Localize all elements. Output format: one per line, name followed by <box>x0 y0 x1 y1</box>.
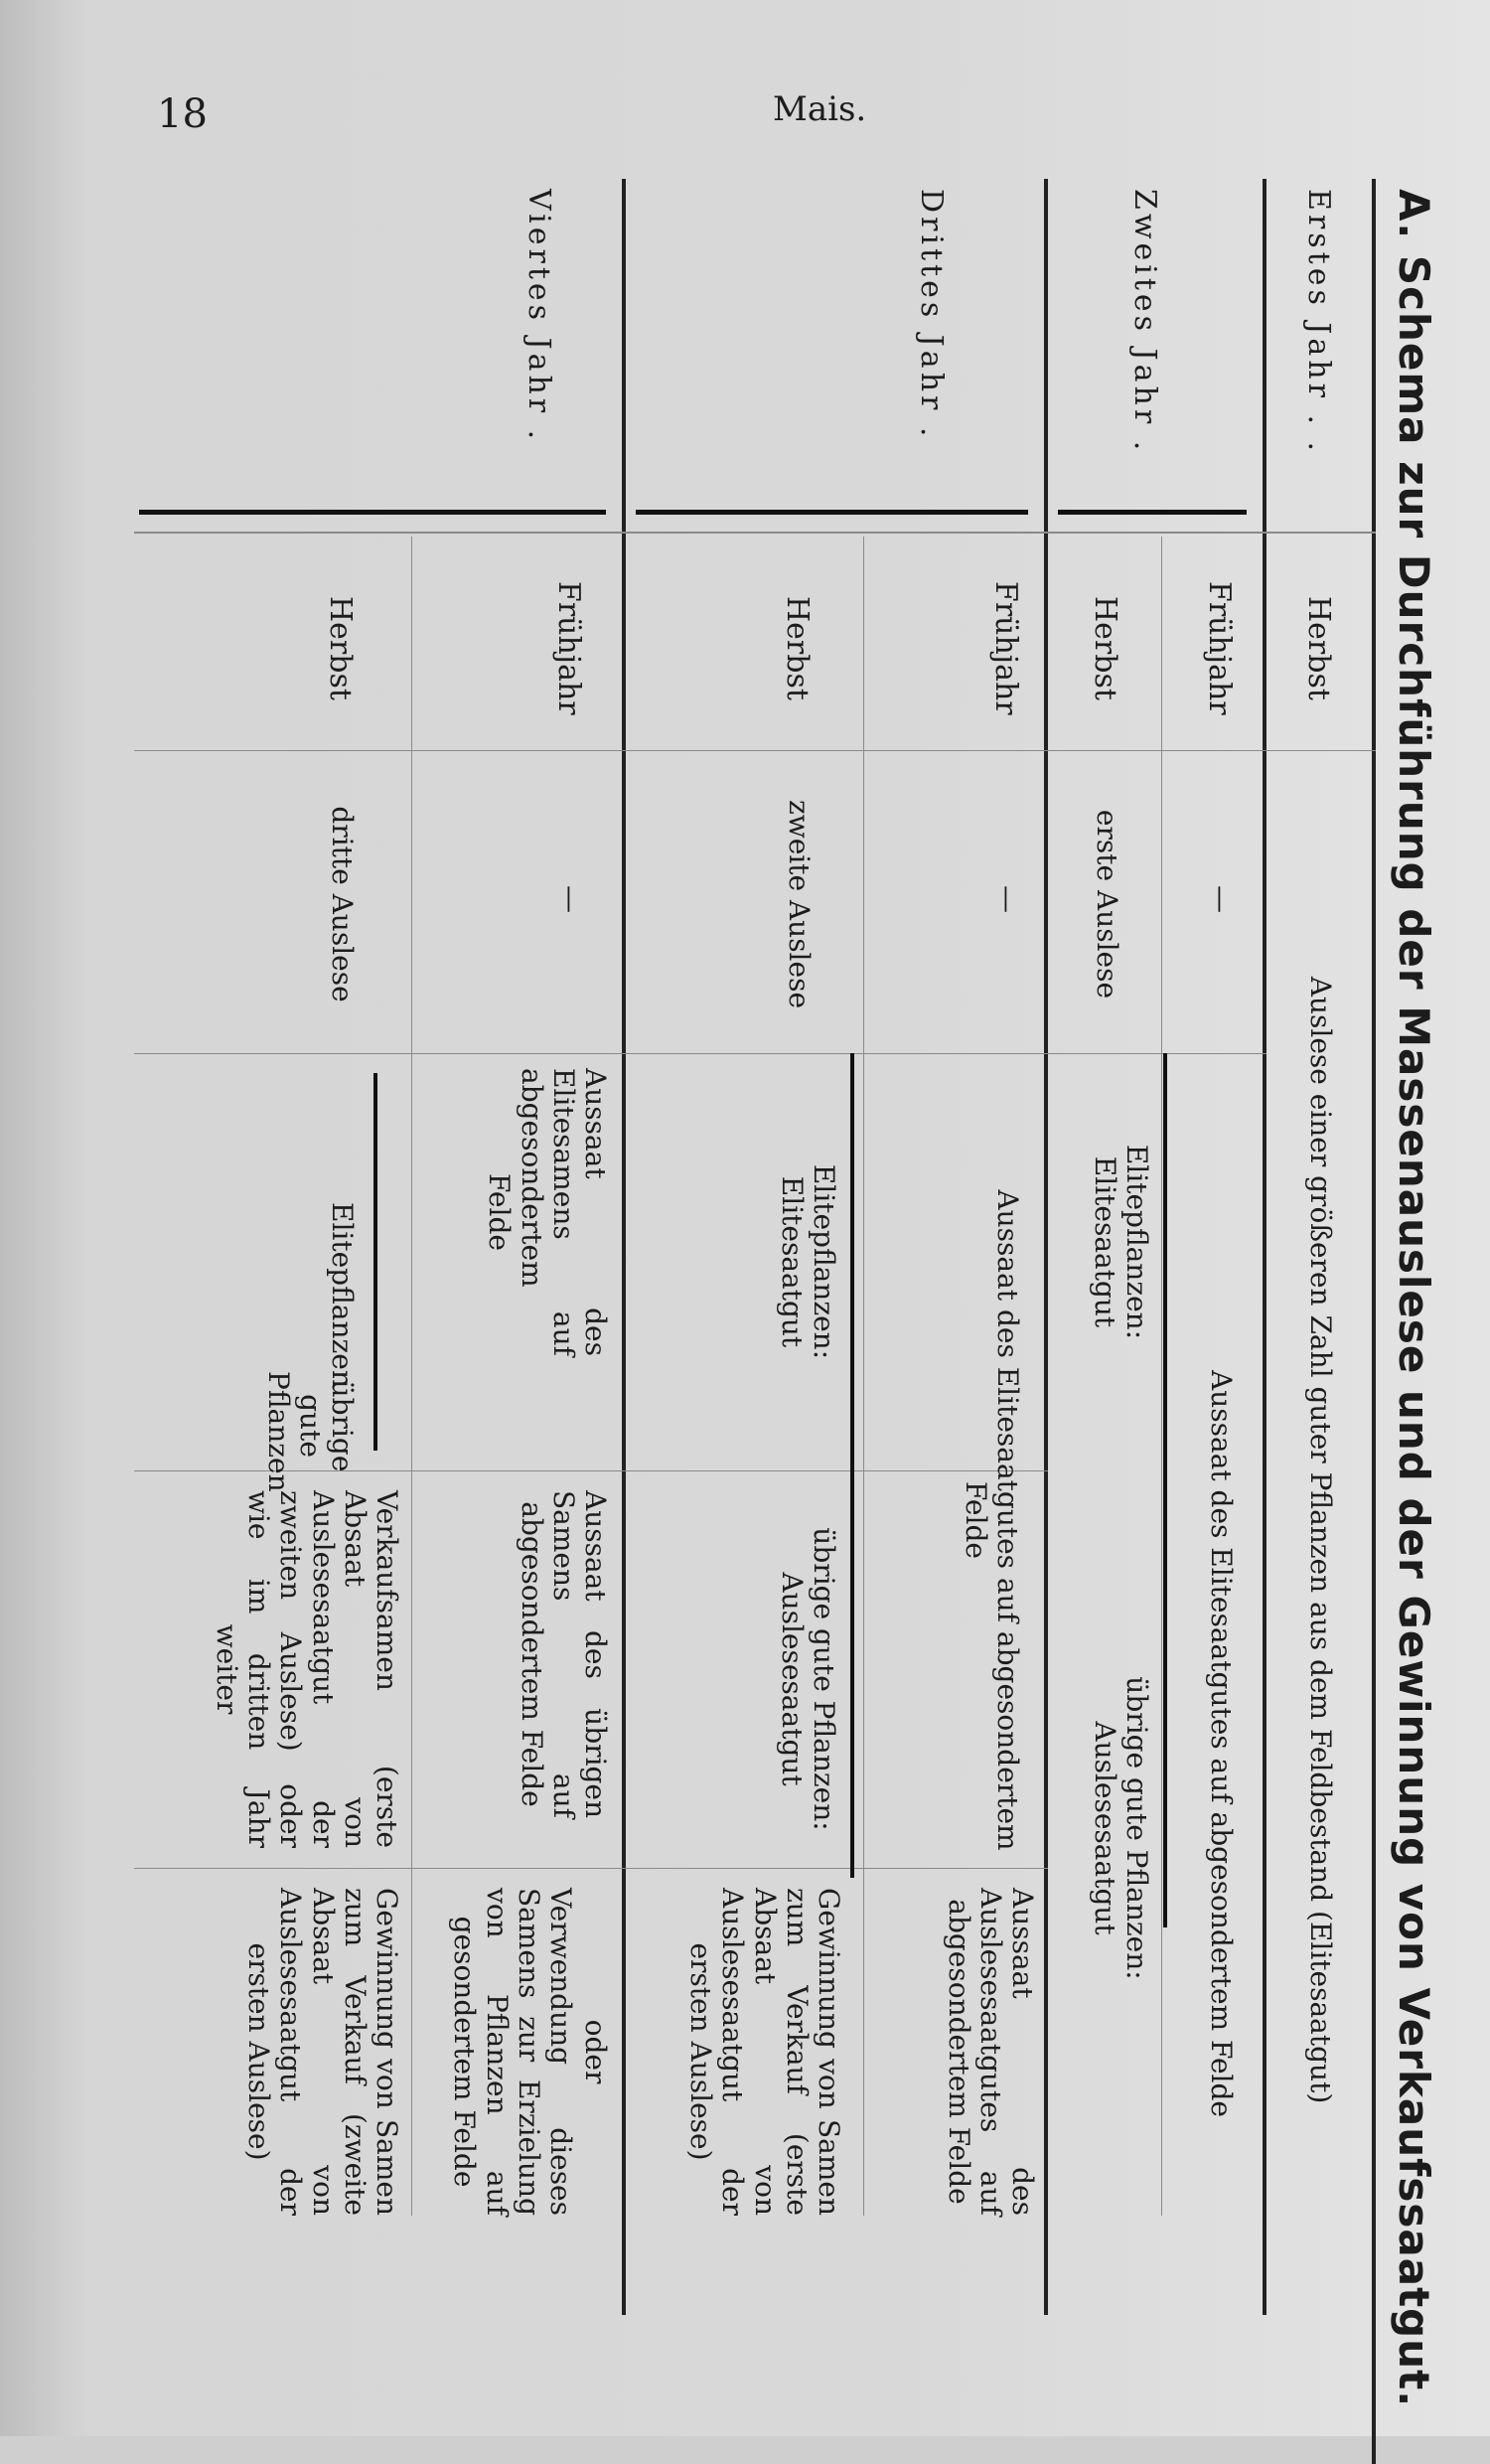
year4-sale-seed: Verkaufsamen (erste Absaat von Auslesesaatgut der zweiten Auslese) oder wie im dritten Jahr weiter <box>211 1490 403 1848</box>
year-rule-2 <box>1044 179 1048 2315</box>
season-label: Frühjahr <box>988 581 1023 715</box>
year-label-3: Drittes Jahr . <box>914 189 949 441</box>
brace-year2-split <box>1163 1053 1167 1927</box>
page-number: 18 <box>157 91 208 137</box>
season-label: Herbst <box>780 596 815 700</box>
year-rule-1 <box>1263 179 1266 2315</box>
year-label-1: Erstes Jahr . . <box>1301 189 1336 456</box>
row-sep-y4 <box>411 537 412 2216</box>
season-label: Frühjahr <box>551 581 586 715</box>
year4-elite-sowing: Aussaat des Elitesamens auf abgesondertem Felde <box>483 1068 612 1356</box>
year3-other: übrige gute Pflanzen: Auslesesaatgut <box>775 1527 840 1831</box>
season-label: Herbst <box>323 596 358 700</box>
year-label-2: Zweites Jahr . <box>1127 189 1162 455</box>
year1-text: Auslese einer größeren Zahl guter Pflanzen aus dem Feldbestand (Elitesaatgut) <box>1304 976 1337 2104</box>
year4-other-sowing: Aussaat des übrigen Samens auf abgesondertem Felde <box>515 1490 612 1818</box>
year3-elite: Elitepflanzen: Elitesaatgut <box>775 1163 840 1360</box>
or-connector: oder <box>579 2019 612 2084</box>
year2-sowing-text: Aussaat des Elitesaatgutes auf abgesondertem Felde <box>1205 1370 1238 2117</box>
year-brace-4 <box>139 510 606 515</box>
col-a-line <box>134 1053 1266 1054</box>
running-head: Mais. <box>773 89 867 129</box>
selection-text: zweite Auslese <box>783 799 816 1009</box>
brace-year3-split <box>850 1053 854 1878</box>
year2-elite: Elitepflanzen: Elitesaatgut <box>1088 1144 1153 1340</box>
season-col-line <box>134 532 1376 534</box>
year-rule-3 <box>622 179 626 2315</box>
year-label-4: Viertes Jahr . <box>522 189 556 444</box>
year2-other: übrige gute Pflanzen: Auslesesaatgut <box>1088 1676 1153 1980</box>
selection-text: dritte Auslese <box>326 806 359 1002</box>
rotated-schema-table <box>119 179 1450 2464</box>
year-brace-3 <box>636 510 1028 515</box>
year4-sale-second: Gewinnung von Samen zum Verkauf (zweite Absaat von Auslesesaatgut der ersten Auslese) <box>242 1888 403 2216</box>
selection-col-line <box>134 750 1376 751</box>
season-label: Herbst <box>1088 596 1122 700</box>
year4-other-plants: übrige gute Pflanzen <box>261 1371 359 1492</box>
row-sep-y2 <box>1161 537 1162 2216</box>
col-c-line <box>134 1868 1048 1869</box>
year4-elite-plants: Elitepflanzen <box>326 1202 359 1388</box>
title-rule <box>1372 179 1376 2464</box>
selection-dash: — <box>1205 885 1238 913</box>
season-label: Herbst <box>1301 596 1336 700</box>
selection-text: erste Auslese <box>1091 809 1123 1000</box>
year3-elite-sowing: Aussaat des Elitesaatgutes auf abgesondertem Felde <box>959 1189 1024 1851</box>
year-brace-2 <box>1058 510 1247 515</box>
year4-use: Verwendung dieses Samens zur Erzielung von Pflanzen auf gesondertem Felde <box>448 1888 577 2216</box>
year3-select-sowing: Aussaat des Auslesesaatgutes auf abgesondertem Felde <box>942 1888 1039 2216</box>
selection-dash: — <box>991 885 1024 913</box>
brace-year4-split <box>373 1073 377 1451</box>
year3-sale: Gewinnung von Samen zum Verkauf (erste Absaat von Auslesesaatgut der ersten Auslese) <box>684 1888 845 2216</box>
row-sep-y3 <box>863 537 864 2216</box>
season-label: Frühjahr <box>1202 581 1237 715</box>
table-title: A. Schema zur Durchführung der Massenauslese und der Gewinnung von Verkaufssaatgut. <box>1390 189 1438 2408</box>
selection-dash: — <box>554 885 587 913</box>
